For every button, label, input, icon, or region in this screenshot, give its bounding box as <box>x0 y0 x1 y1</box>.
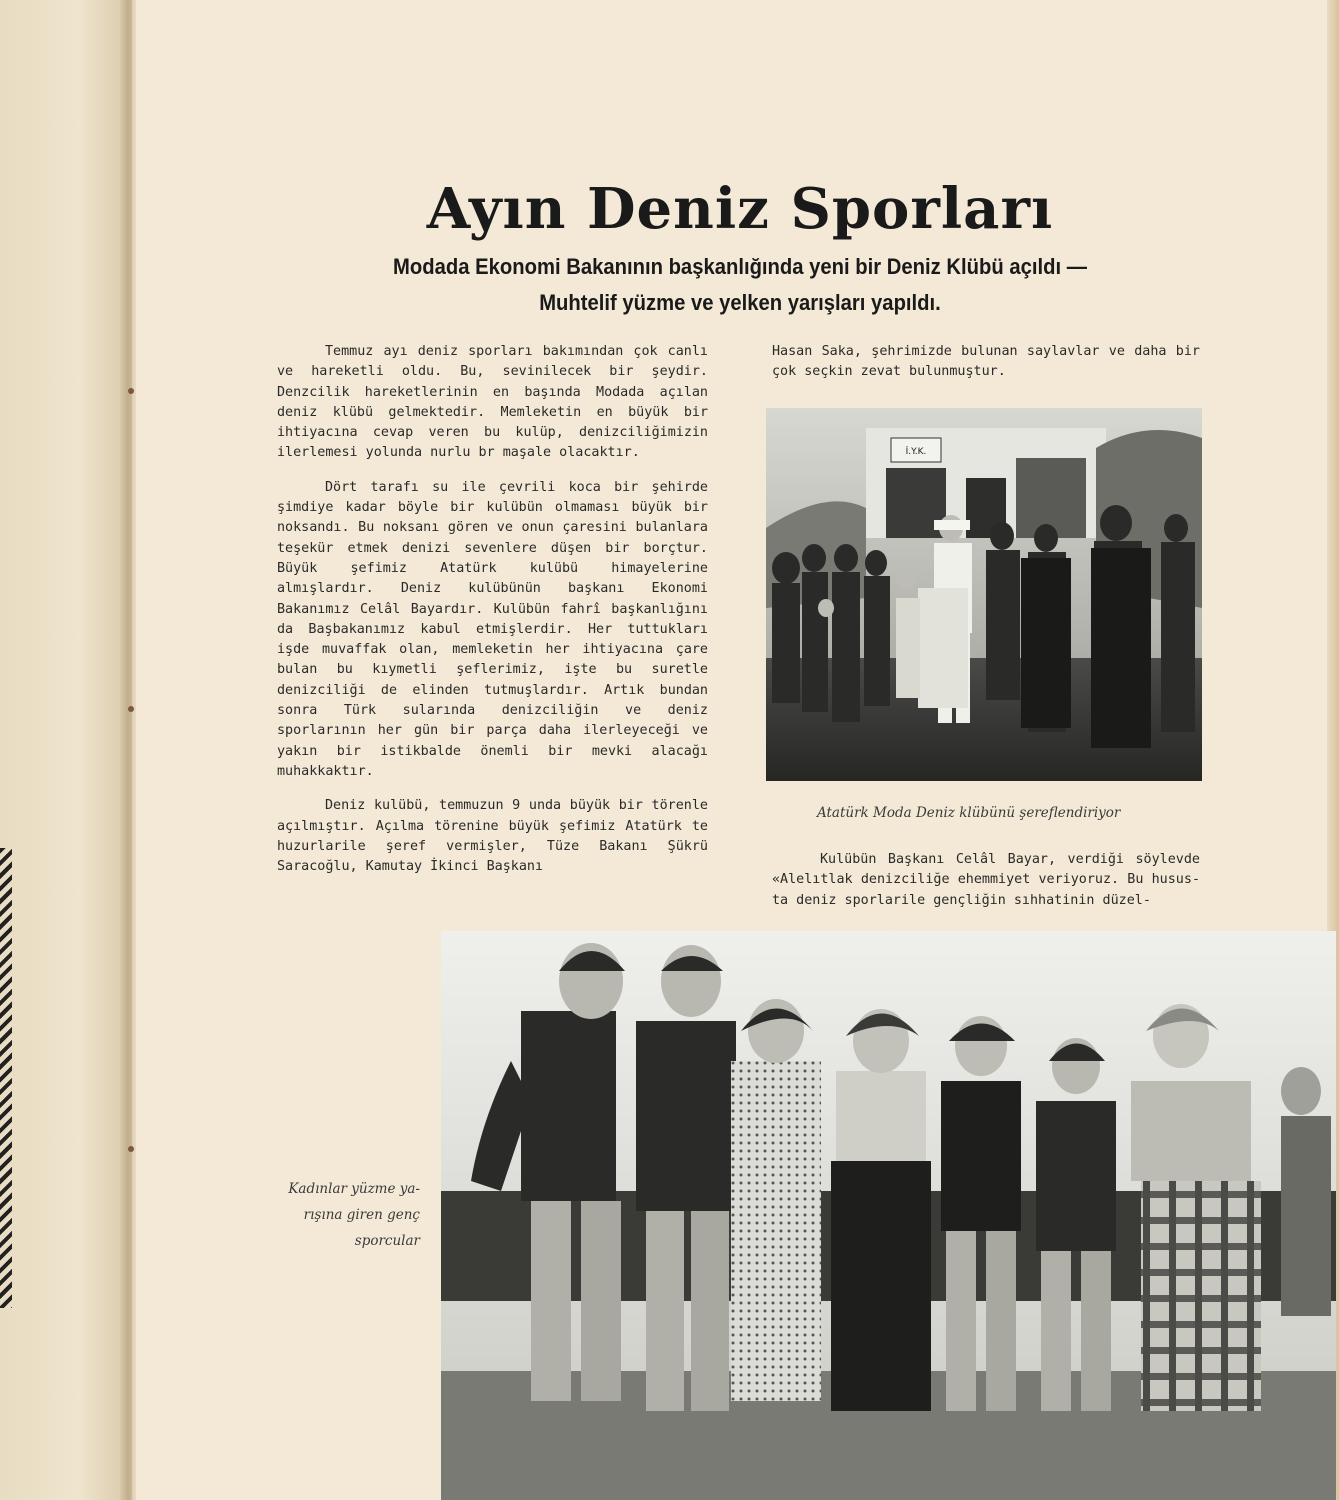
binding-hole <box>128 388 134 394</box>
photo1-caption: Atatürk Moda Deniz klübünü şereflendiriyor <box>817 805 1121 821</box>
page-fold <box>120 0 136 1500</box>
paragraph: Temmuz ayı deniz sporları bakımından çok canlı ve hareketli oldu. Bu, sevinilecek bir şeydir. Denzcilik hareketlerinin en başında Modada açılan deniz klübü gelmektedir. Memleketin en büyük bir ihtiyacına cevap veren bu kulüp, denizciliğimizin ilerlemesi yolunda nurlu br maşale olacaktır. <box>277 344 708 461</box>
article-subtitle-line1: Modada Ekonomi Bakanının başkanlığında yeni bir Deniz Klübü açıldı — <box>393 254 1087 279</box>
binding-edge <box>0 848 12 1308</box>
caption-line: rışına giren genç <box>303 1207 420 1223</box>
photo2-caption <box>250 1176 420 1254</box>
binding-hole <box>128 706 134 712</box>
paragraph: Dört tarafı su ile çevrili koca bir şehirde şimdiye kadar böyle bir kulübün olmaması büyük bir noksandı. Bu noksanı gören ve onun çaresini bulanlara teşekür etmek denizi sevenlere düşen bir borçtur. Büyük şefimiz Atatürk kulübü himayelerine almışlardır. Deniz kulübünün başkanı Ekonomi Bakanımız Celâl Bayardır. Kulübün fahrî başkanlığını da Başbakanımız kabul etmişlerdir. Her tuttukları işde muvaffak olan, memleketin her ihtiyacına çare bulan bu kıymetli şeflerimiz, işte bu suretle denizciliği de elinden tutmuşlardır. Artık bundan sonra Türk sularında denizciliğin ve deniz sporlarının her gün bir parça daha ilerleyeceği ve yakın bir istikbalde önemli bir mevki alacağı muhakkaktır. <box>277 479 708 779</box>
caption-line: sporcular <box>354 1233 420 1249</box>
paragraph: Kulübün Başkanı Celâl Bayar, verdiği söylevde «Alelıtlak denizciliğe ehemmiyet veriyoruz. Bu hususta deniz sporlarile gençliğin sıhhatinin düzel- <box>772 852 1200 908</box>
paragraph: Deniz kulübü, temmuzun 9 unda büyük bir törenle açılmıştır. Açılma törenine büyük şefimiz Atatürk te huzurlarile şeref vermişler, Tüze Bakanı Şükrü Saracoğlu, Kamutay İkinci Başkanı <box>277 798 708 875</box>
right-text-bottom <box>772 850 1200 925</box>
photo-ataturk-club-visit-image <box>766 408 1202 781</box>
article-title: Ayın Deniz Sporları <box>426 176 1054 242</box>
photo-sign-text: İ.Y.K. <box>905 447 927 457</box>
photo-women-swimmers-image <box>441 931 1336 1500</box>
photo-ataturk-club-visit <box>766 408 1202 781</box>
left-text-column <box>277 342 708 891</box>
left-page-margin <box>0 0 132 1500</box>
binding-hole <box>128 1146 134 1152</box>
caption-line: Kadınlar yüzme ya- <box>288 1181 420 1197</box>
right-text-top: Hasan Saka, şehrimizde bulunan saylavlar ve daha bir çok seçkin zevat bulunmuştur. <box>772 344 1200 380</box>
photo-women-swimmers <box>441 931 1336 1500</box>
article-subtitle-line2: Muhtelif yüzme ve yelken yarışları yapıldı. <box>539 290 941 315</box>
